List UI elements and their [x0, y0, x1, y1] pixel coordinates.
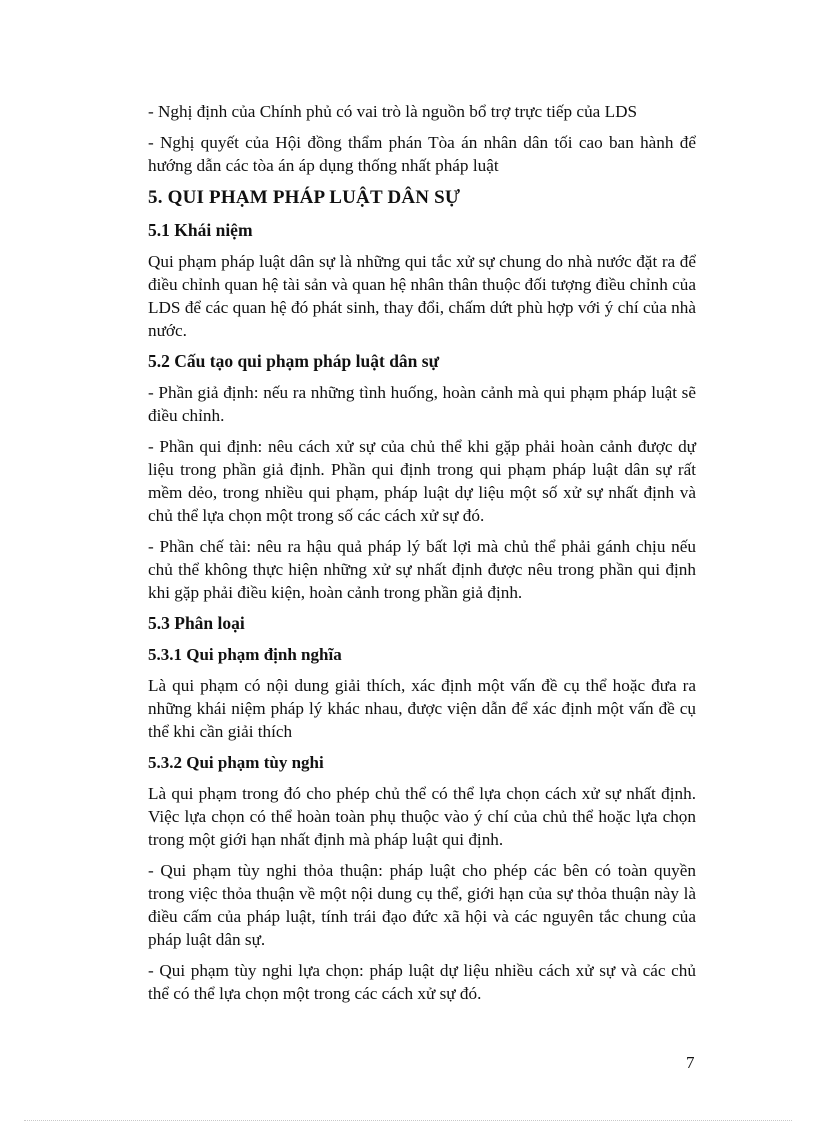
page-number: 7 — [686, 1053, 695, 1072]
paragraph: - Phần giả định: nếu ra những tình huống, hoàn cảnh mà qui phạm pháp luật sẽ điều chỉnh. — [148, 383, 696, 425]
subsection-heading: 5.3 Phân loại — [148, 613, 245, 633]
paragraph: - Qui phạm tùy nghi thỏa thuận: pháp luật cho phép các bên có toàn quyền trong việc thỏa thuận về một nội dung cụ thể, giới hạn của sự thỏa thuận này là điều cấm của pháp luật, tính trái đạo đức xã hội và các nguyên tắc chung của pháp luật dân sự. — [148, 861, 696, 949]
paragraph: - Phần chế tài: nêu ra hậu quả pháp lý bất lợi mà chủ thể phải gánh chịu nếu chủ thể không thực hiện những xử sự nhất định được nêu trong phần qui định khi gặp phải điều kiện, hoàn cảnh trong phần giả định. — [148, 537, 696, 602]
paragraph: Qui phạm pháp luật dân sự là những qui tắc xử sự chung do nhà nước đặt ra để điều chỉnh quan hệ tài sản và quan hệ nhân thân thuộc đối tượng điều chỉnh của LDS để các quan hệ đó phát sinh, thay đổi, chấm dứt phù hợp với ý chí của nhà nước. — [148, 252, 696, 340]
paragraph: Là qui phạm có nội dung giải thích, xác định một vấn đề cụ thể hoặc đưa ra những khái niệm pháp lý khác nhau, được viện dẫn để xác định một vấn đề cụ thể khi cần giải thích — [148, 676, 696, 741]
subsection-heading: 5.1 Khái niệm — [148, 220, 253, 240]
paragraph: - Nghị định của Chính phủ có vai trò là nguồn bổ trợ trực tiếp của LDS — [148, 102, 638, 121]
paragraph: - Phần qui định: nêu cách xử sự của chủ thể khi gặp phải hoàn cảnh được dự liệu trong phần giả định. Phần qui định trong qui phạm pháp luật dân sự rất mềm dẻo, trong nhiều qui phạm, pháp luật dự liệu một số xử sự nhất định và chủ thể lựa chọn một trong số các cách xử sự đó. — [148, 437, 696, 525]
subsection-heading: 5.2 Cấu tạo qui phạm pháp luật dân sự — [148, 351, 440, 371]
page-content — [148, 100, 696, 1013]
section-heading: 5. QUI PHẠM PHÁP LUẬT DÂN SỰ — [148, 187, 461, 208]
paragraph: - Qui phạm tùy nghi lựa chọn: pháp luật dự liệu nhiều cách xử sự và các chủ thể có thể lựa chọn một trong các cách xử sự đó. — [148, 961, 696, 1003]
subsubsection-heading: 5.3.1 Qui phạm định nghĩa — [148, 645, 342, 664]
paragraph: - Nghị quyết của Hội đồng thẩm phán Tòa án nhân dân tối cao ban hành để hướng dẫn các tòa án áp dụng thống nhất pháp luật — [148, 133, 696, 175]
subsubsection-heading: 5.3.2 Qui phạm tùy nghi — [148, 753, 324, 772]
paragraph: Là qui phạm trong đó cho phép chủ thể có thể lựa chọn cách xử sự nhất định. Việc lựa chọn có thể hoàn toàn phụ thuộc vào ý chí của chủ thể hoặc lựa chọn trong một giới hạn nhất định mà pháp luật qui định. — [148, 784, 696, 849]
page-bottom-divider — [24, 1120, 792, 1121]
